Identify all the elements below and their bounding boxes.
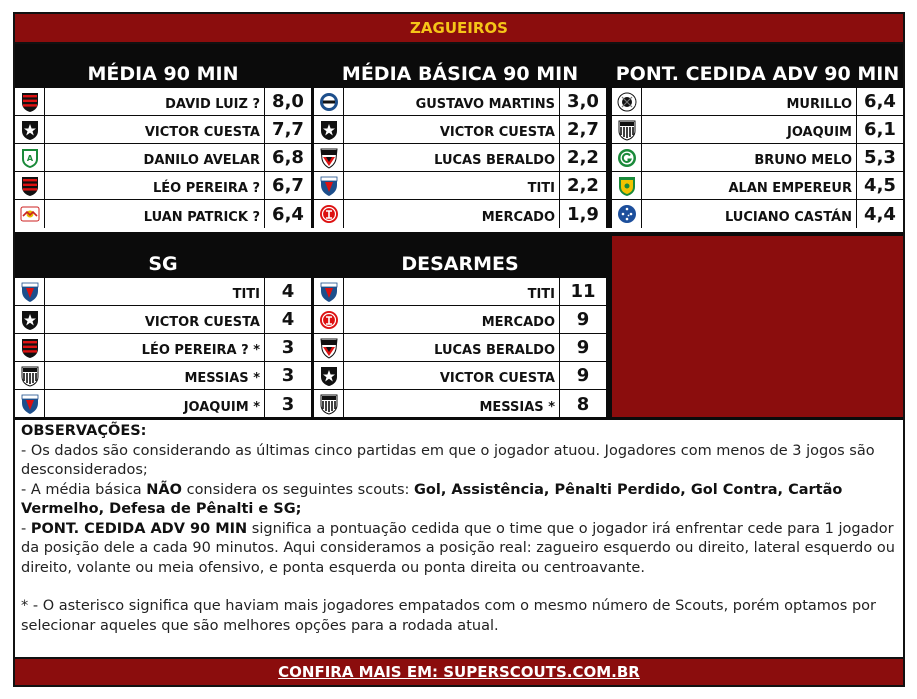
internacional-crest-icon (314, 306, 344, 333)
player-name: MESSIAS * (344, 390, 560, 418)
player-name: LÉO PEREIRA ? * (45, 334, 265, 361)
observation-scouts-list: Gol, Assistência, Pênalti Perdido, Gol Contra, Cartão Vermelho, Defesa de Pênalti e SG; (21, 481, 843, 517)
player-value: 11 (570, 281, 596, 302)
player-value: 4,5 (864, 175, 896, 196)
player-name: LUCAS BERALDO (344, 144, 560, 171)
botafogo-crest-icon (314, 362, 344, 389)
player-name: LUAN PATRICK ? (45, 200, 265, 228)
player-name: TITI (344, 278, 560, 305)
decorative-red-block (606, 232, 903, 417)
player-name: MERCADO (344, 200, 560, 228)
observation-emphasis: NÃO (146, 481, 182, 498)
ranking-row (314, 116, 606, 144)
observation-pont-cedida (21, 520, 897, 579)
player-name: VICTOR CUESTA (45, 306, 265, 333)
footer-link[interactable]: CONFIRA MAIS EM: SUPERSCOUTS.COM.BR (15, 657, 903, 685)
ranking-row (314, 88, 606, 116)
player-value: 8,0 (272, 91, 304, 112)
player-value: 6,1 (864, 119, 896, 140)
bragantino-crest-icon (15, 200, 45, 228)
observation-text: considera os seguintes scouts: (181, 481, 415, 498)
infographic-frame (13, 12, 905, 687)
ranking-row (612, 144, 903, 172)
player-value: 1,9 (567, 203, 599, 225)
player-value: 3,0 (567, 91, 599, 112)
ranking-row (612, 88, 903, 116)
player-name: BRUNO MELO (642, 144, 857, 171)
botafogo-crest-icon (314, 116, 344, 143)
ranking-row (314, 306, 606, 334)
santos-crest-icon (612, 116, 642, 143)
fortaleza-crest-icon (15, 278, 45, 305)
panel-title: SG (15, 241, 311, 278)
player-value: 6,7 (272, 175, 304, 196)
flamengo-crest-icon (15, 334, 45, 361)
santos-crest-icon (314, 390, 344, 418)
player-name: ALAN EMPEREUR (642, 172, 857, 199)
ranking-row (314, 200, 606, 228)
player-name: DAVID LUIZ ? (45, 88, 265, 115)
america-mg-crest-icon (15, 144, 45, 171)
panel-desarmes (311, 232, 606, 418)
ranking-list (314, 88, 606, 228)
sao-paulo-crest-icon (314, 334, 344, 361)
player-name: MURILLO (642, 88, 857, 115)
panel-title: DESARMES (314, 241, 606, 278)
ranking-row (314, 362, 606, 390)
observation-media-basica (21, 481, 897, 520)
observation-text: - (21, 520, 31, 537)
ranking-row (314, 172, 606, 200)
player-value: 4 (281, 309, 295, 330)
ranking-row (15, 172, 311, 200)
player-value: 5,3 (864, 147, 896, 168)
player-name: JOAQUIM * (45, 390, 265, 418)
player-value: 7,7 (272, 119, 304, 140)
player-value: 3 (281, 365, 295, 386)
ranking-row (314, 390, 606, 418)
player-value: 2,2 (567, 175, 599, 196)
svg-text:A: A (26, 153, 33, 163)
fortaleza-crest-icon (314, 278, 344, 305)
ranking-list (15, 88, 311, 228)
fortaleza-crest-icon (314, 172, 344, 199)
panel-sg (15, 232, 311, 418)
ranking-row (15, 200, 311, 228)
flamengo-crest-icon (15, 172, 45, 199)
player-name: DANILO AVELAR (45, 144, 265, 171)
observations-heading: OBSERVAÇÕES: (21, 423, 147, 439)
player-name: JOAQUIM (642, 116, 857, 143)
flamengo-crest-icon (15, 88, 45, 115)
player-name: VICTOR CUESTA (344, 362, 560, 389)
observation-text: - A média básica (21, 481, 147, 498)
observation-text: significa a pontuação cedida que o time que o jogador irá enfrentar cede para 1 jogador da posição dele a cada 90 minutos. Aqui consideramos a posição real: zagueiro esquerdo ou direito, lateral esquerdo ou direito, volante ou meia ofensivo, e ponta esquerda ou ponta direita ou centroavante. (21, 520, 895, 576)
player-value: 9 (576, 309, 590, 330)
ranking-list (612, 88, 903, 228)
goias-crest-icon (612, 144, 642, 171)
ranking-list (15, 278, 311, 418)
cuiaba-crest-icon (612, 172, 642, 199)
ranking-row (15, 390, 311, 418)
botafogo-crest-icon (15, 306, 45, 333)
botafogo-crest-icon (15, 116, 45, 143)
ranking-list (314, 278, 606, 418)
ranking-row (612, 172, 903, 200)
observation-asterisk: * - O asterisco significa que haviam mais jogadores empatados com o mesmo número de Scouts, porém optamos por selecionar aqueles que são melhores opções para a rodada atual. (21, 598, 876, 634)
position-title: ZAGUEIROS (15, 14, 903, 44)
player-name: LÉO PEREIRA ? (45, 172, 265, 199)
player-name: VICTOR CUESTA (344, 116, 560, 143)
observation-emphasis: PONT. CEDIDA ADV 90 MIN (30, 520, 248, 537)
gremio-crest-icon (314, 88, 344, 115)
sao-paulo-crest-icon (314, 144, 344, 171)
ranking-row (15, 144, 311, 172)
cruzeiro-crest-icon (612, 200, 642, 228)
observations-box (15, 417, 903, 657)
panel-title: PONT. CEDIDA ADV 90 MIN (612, 44, 903, 88)
ranking-row (15, 334, 311, 362)
player-name: MERCADO (344, 306, 560, 333)
internacional-crest-icon (314, 200, 344, 228)
ranking-row (314, 334, 606, 362)
spacer (21, 578, 897, 597)
panel-title: MÉDIA BÁSICA 90 MIN (314, 44, 606, 88)
player-value: 3 (281, 337, 295, 358)
corinthians-crest-icon (612, 88, 642, 115)
player-name: VICTOR CUESTA (45, 116, 265, 143)
ranking-row (15, 88, 311, 116)
player-value: 2,2 (567, 147, 599, 168)
panel-title: MÉDIA 90 MIN (15, 44, 311, 88)
player-value: 3 (281, 393, 295, 415)
player-value: 4 (281, 281, 295, 302)
player-name: LUCAS BERALDO (344, 334, 560, 361)
ranking-row (15, 362, 311, 390)
player-name: GUSTAVO MARTINS (344, 88, 560, 115)
player-name: TITI (45, 278, 265, 305)
ranking-row (612, 200, 903, 228)
player-value: 6,4 (864, 91, 896, 112)
panel-media-basica-90 (311, 44, 606, 228)
player-value: 8 (576, 393, 590, 415)
player-name: TITI (344, 172, 560, 199)
ranking-row (15, 306, 311, 334)
panel-media-90 (15, 44, 311, 228)
player-value: 6,4 (272, 203, 304, 225)
player-value: 2,7 (567, 119, 599, 140)
player-value: 9 (576, 365, 590, 386)
player-value: 9 (576, 337, 590, 358)
ranking-row (15, 278, 311, 306)
panel-pont-cedida-adv (606, 44, 903, 228)
ranking-row (314, 278, 606, 306)
player-value: 6,8 (272, 147, 304, 168)
santos-crest-icon (15, 362, 45, 389)
player-name: MESSIAS * (45, 362, 265, 389)
player-name: LUCIANO CASTÁN (642, 200, 857, 228)
ranking-row (314, 144, 606, 172)
player-value: 4,4 (864, 203, 896, 225)
ranking-row (612, 116, 903, 144)
observation-data-window: - Os dados são considerando as últimas cinco partidas em que o jogador atuou. Jogadores com menos de 3 jogos são desconsiderados; (21, 442, 875, 478)
ranking-row (15, 116, 311, 144)
fortaleza-crest-icon (15, 390, 45, 418)
